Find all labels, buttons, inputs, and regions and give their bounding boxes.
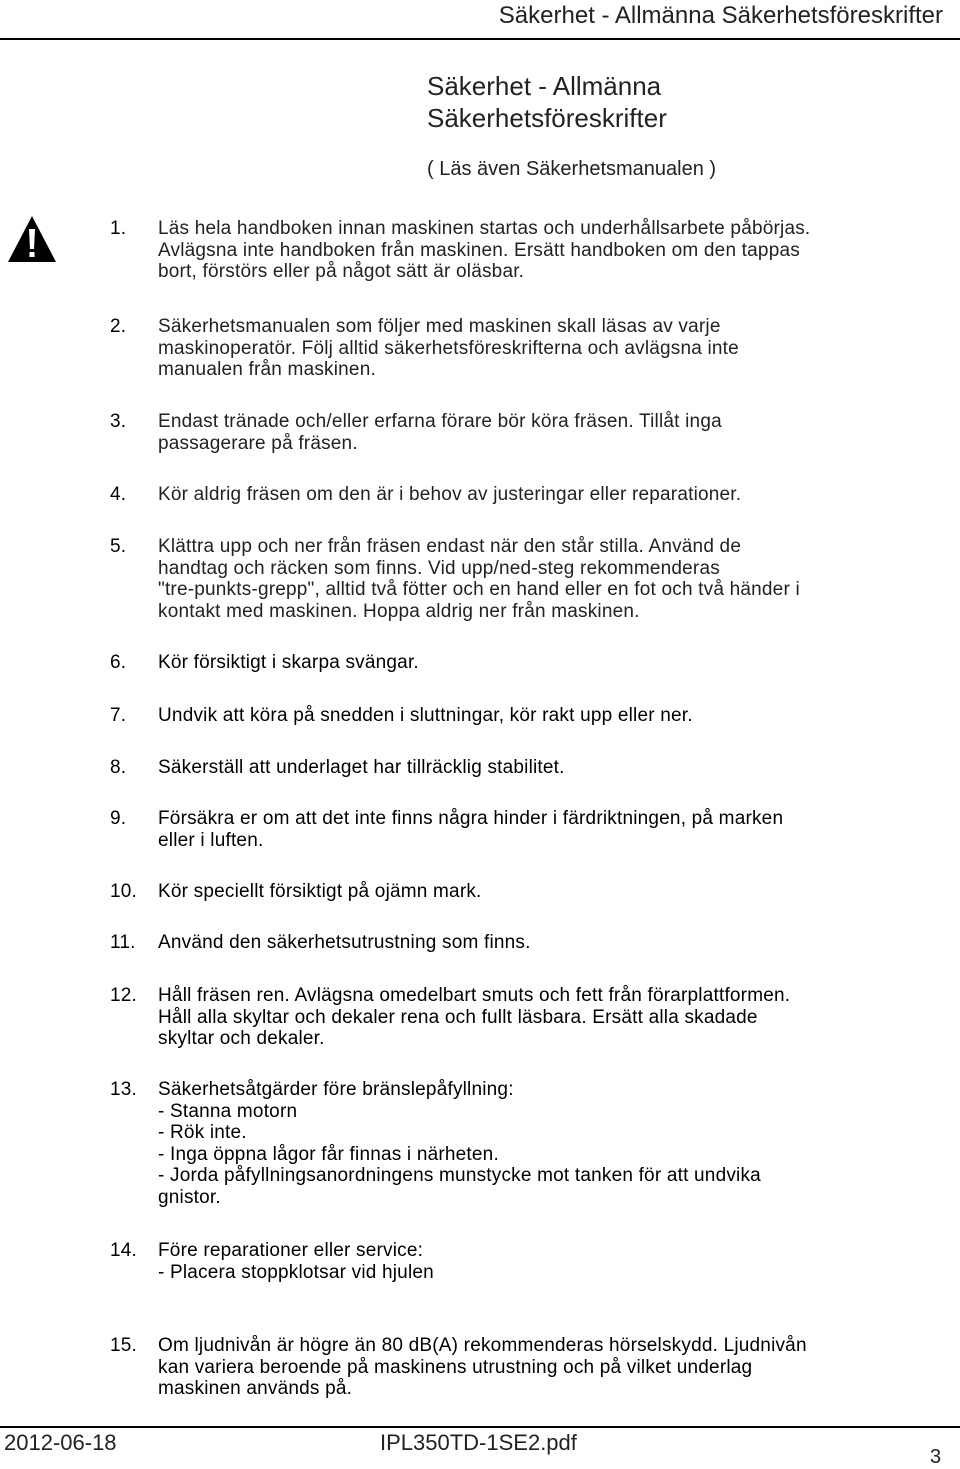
header-title: Säkerhet - Allmänna Säkerhetsföreskrifter [498, 2, 943, 29]
document-subtitle: ( Läs även Säkerhetsmanualen ) [427, 158, 717, 180]
footer-divider [0, 1426, 960, 1428]
item-line: Undvik att köra på snedden i sluttningar, kör rakt upp eller ner. [158, 705, 693, 726]
item-line: handtag och räcken som finns. Vid upp/ned-steg rekommenderas [158, 557, 720, 579]
item-line: Endast tränade och/eller erfarna förare bör köra fräsen. Tillåt inga [158, 411, 722, 432]
item-text [158, 705, 948, 727]
item-line: - Jorda påfyllningsanordningens munstycke mot tanken för att undvika [158, 1165, 761, 1186]
item-number: 1. [110, 218, 127, 239]
item-line: Säkerhetsåtgärder före bränslepåfyllning: [158, 1079, 514, 1100]
item-number: 5. [110, 536, 127, 557]
item-line: kontakt med maskinen. Hoppa aldrig ner från maskinen. [158, 600, 640, 622]
item-text [158, 1079, 948, 1208]
item-text [158, 932, 948, 954]
item-number: 6. [110, 652, 127, 673]
item-text [158, 484, 948, 506]
item-number: 14. [110, 1240, 138, 1261]
item-number: 7. [110, 705, 127, 726]
item-line: Håll alla skyltar och dekaler rena och fullt läsbara. Ersätt alla skadade [158, 1006, 758, 1028]
item-line: - Inga öppna lågor får finnas i närheten. [158, 1143, 499, 1165]
item-line: - Rök inte. [158, 1122, 247, 1143]
item-line: Försäkra er om att det inte finns några hinder i färdriktningen, på marken [158, 808, 784, 829]
item-line: - Placera stoppklotsar vid hjulen [158, 1261, 434, 1283]
item-number: 8. [110, 757, 127, 778]
item-number: 10. [110, 881, 138, 902]
warning-triangle-icon [6, 214, 58, 264]
item-line: kan variera beroende på maskinens utrustning och på vilket underlag [158, 1356, 753, 1378]
item-line: Kör försiktigt i skarpa svängar. [158, 652, 419, 673]
item-line: Använd den säkerhetsutrustning som finns. [158, 932, 531, 953]
item-line: Säkerhetsmanualen som följer med maskinen skall läsas av varje [158, 316, 721, 337]
footer-filename: IPL350TD-1SE2.pdf [380, 1430, 577, 1455]
item-line: Före reparationer eller service: [158, 1240, 424, 1261]
item-number: 12. [110, 985, 138, 1006]
footer-date: 2012-06-18 [4, 1430, 117, 1455]
item-line: Kör aldrig fräsen om den är i behov av justeringar eller reparationer. [158, 484, 742, 505]
item-line: eller i luften. [158, 829, 264, 851]
header-divider [0, 38, 960, 40]
item-text [158, 536, 948, 622]
item-text [158, 808, 948, 851]
item-text [158, 316, 948, 381]
item-number: 15. [110, 1335, 138, 1356]
item-line: manualen från maskinen. [158, 359, 376, 380]
item-text [158, 652, 948, 674]
item-line: Kör speciellt försiktigt på ojämn mark. [158, 881, 482, 902]
title-line-1: Säkerhet - Allmänna [427, 71, 662, 101]
item-line: passagerare på fräsen. [158, 432, 358, 454]
item-text [158, 985, 948, 1050]
item-number: 4. [110, 484, 127, 505]
item-number: 11. [110, 932, 136, 953]
item-text [158, 757, 948, 779]
item-line: Håll fräsen ren. Avlägsna omedelbart smuts och fett från förarplattformen. [158, 985, 791, 1006]
item-number: 9. [110, 808, 127, 829]
item-text [158, 881, 948, 903]
item-line: Avlägsna inte handboken från maskinen. Ersätt handboken om den tappas [158, 239, 800, 261]
item-line: - Stanna motorn [158, 1100, 298, 1122]
item-line: Om ljudnivån är högre än 80 dB(A) rekommenderas hörselskydd. Ljudnivån [158, 1335, 807, 1356]
item-number: 2. [110, 316, 127, 337]
item-line: Säkerställ att underlaget har tillräcklig stabilitet. [158, 757, 565, 778]
item-text [158, 1240, 948, 1283]
item-line: Klättra upp och ner från fräsen endast när den står stilla. Använd de [158, 536, 742, 557]
item-text [158, 218, 948, 283]
item-number: 13. [110, 1079, 138, 1100]
document-title [427, 70, 667, 134]
item-text [158, 1335, 948, 1400]
item-text [158, 411, 948, 454]
item-line: skyltar och dekaler. [158, 1028, 325, 1049]
item-line: maskinen används på. [158, 1378, 353, 1399]
page-number: 3 [930, 1446, 942, 1468]
item-line: "tre-punkts-grepp", alltid två fötter och en hand eller en fot och två händer i [158, 579, 800, 600]
item-line: bort, förstörs eller på något sätt är oläsbar. [158, 261, 525, 282]
item-line: maskinoperatör. Följ alltid säkerhetsföreskrifterna och avlägsna inte [158, 337, 739, 359]
item-number: 3. [110, 411, 127, 432]
item-line: gnistor. [158, 1186, 221, 1208]
title-line-2: Säkerhetsföreskrifter [427, 103, 667, 133]
item-line: Läs hela handboken innan maskinen startas och underhållsarbete påbörjas. [158, 218, 811, 239]
